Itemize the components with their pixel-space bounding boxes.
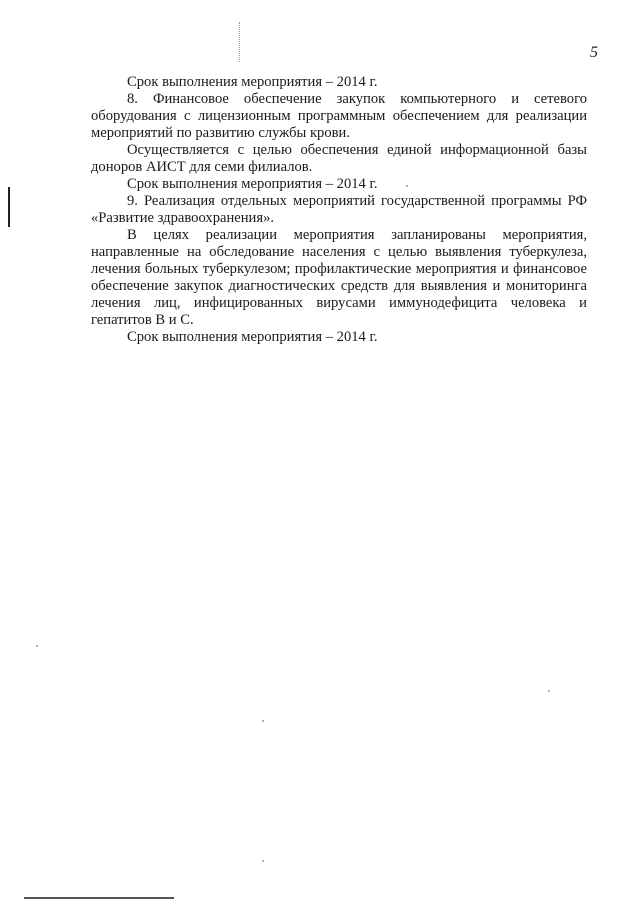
scan-dot xyxy=(262,720,264,722)
paragraph-deadline-3: Срок выполнения мероприятия – 2014 г. xyxy=(127,329,378,345)
paragraph-item-8-purpose: Осуществляется с целью обеспечения единой информационной базы доноров АИСТ для семи филиалов. xyxy=(91,142,587,175)
margin-mark xyxy=(8,187,10,227)
scan-dot xyxy=(548,690,550,692)
page-number: 5 xyxy=(590,44,598,61)
scan-dot xyxy=(406,185,408,187)
paragraph-item-9: 9. Реализация отдельных мероприятий государственной программы РФ «Развитие здравоохранения». xyxy=(91,193,587,226)
document-body xyxy=(91,74,587,346)
paragraph-item-9-details: В целях реализации мероприятия запланированы мероприятия, направленные на обследование населения с целью выявления туберкулеза, лечения больных туберкулезом; профилактические мероприятия и финансовое обеспечение закупок диагностических средств для выявления и мониторинга лечения лиц, инфицированных вирусами иммунодефицита человека и гепатитов В и С. xyxy=(91,227,587,328)
paragraph-deadline-1: Срок выполнения мероприятия – 2014 г. xyxy=(127,74,378,90)
scan-dot xyxy=(36,645,38,647)
paragraph-item-8: 8. Финансовое обеспечение закупок компьютерного и сетевого оборудования с лицензионным программным обеспечением для реализации мероприятий по развитию службы крови. xyxy=(91,91,587,141)
fold-marks xyxy=(239,22,241,62)
scan-dot xyxy=(262,860,264,862)
paragraph-deadline-2: Срок выполнения мероприятия – 2014 г. xyxy=(127,176,378,192)
bottom-edge-line xyxy=(24,897,174,899)
